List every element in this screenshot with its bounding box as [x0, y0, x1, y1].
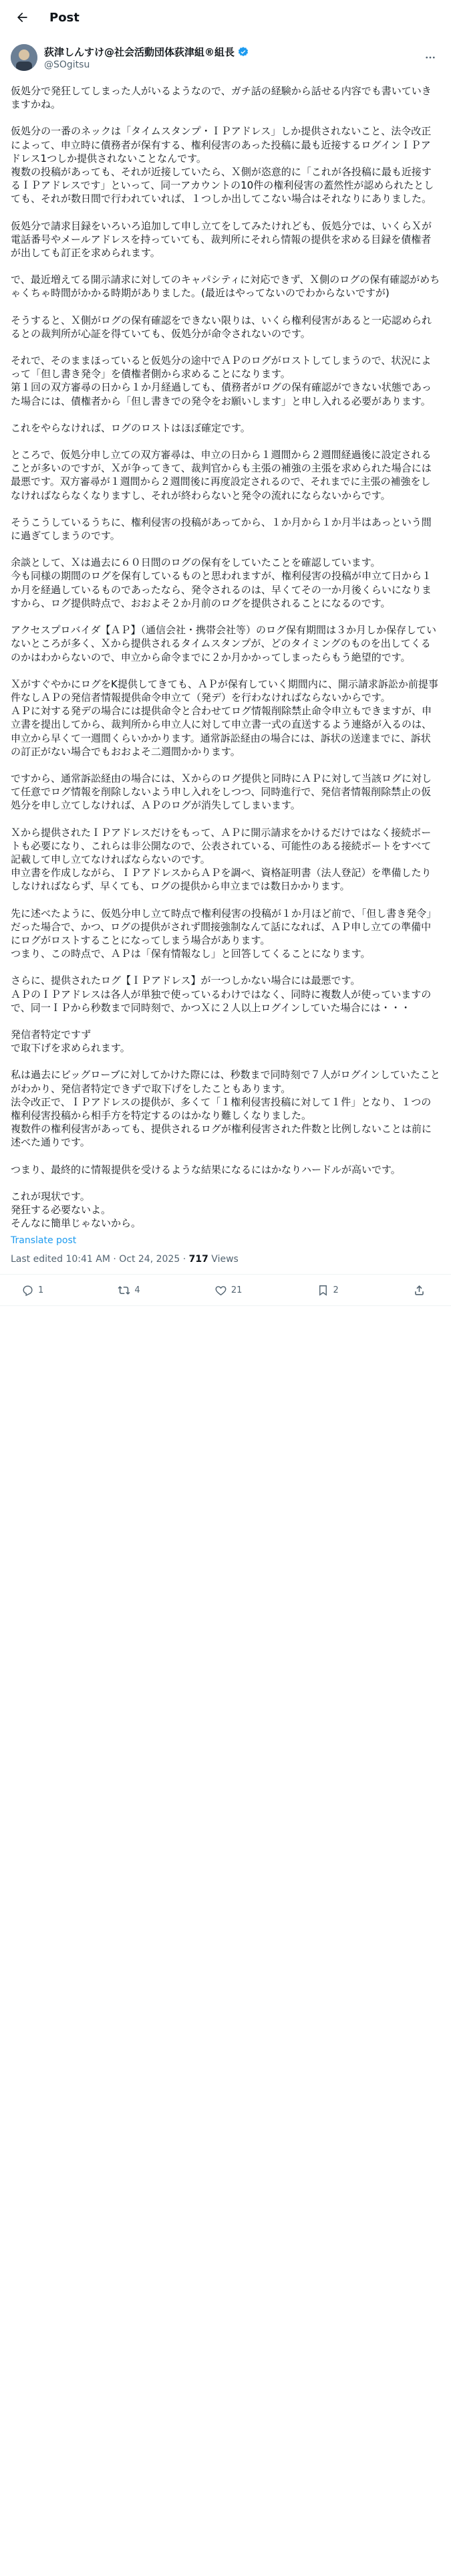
post-body	[0, 76, 451, 1230]
author-display-name[interactable]	[44, 45, 420, 59]
post-paragraph: Ｘから提供されたＩＰアドレスだけをもって、ＡＰに開示請求をかけるだけではなく接続ポートも必要になり、これらは非公開なので、公表されている、可能性のある接続ポートをすべて記載して申し立てなければならないのです。 申立書を作成しながら、ＩＰアドレスからＡＰを調べ、資格証明書（法人登記）を準備したりしなければならず、早くても、ログの提供から申立までは数日かかります。	[11, 826, 432, 893]
post-paragraph: 発信者特定ですず で取下げを求められます。	[11, 1028, 130, 1055]
post-paragraph: 仮処分で請求目録をいろいろ追加して申し立てをしてみたけれども、仮処分では、いくらＸが電話番号やメールアドレスを持っていても、裁判所にそれら情報の提供を求める目録を債権者が出しても訂正を求められます。	[11, 219, 432, 259]
bookmark-count: 2	[333, 1285, 339, 1295]
action-bar	[0, 1275, 451, 1306]
repost-count: 4	[134, 1285, 140, 1295]
author-row	[0, 35, 451, 76]
back-arrow-icon[interactable]	[11, 6, 33, 29]
post-paragraph: ＸがすぐやかにログをK提供してきても、ＡＰが保有していく期間内に、開示請求訴訟か前提事件なしＡＰの発信者情報提供命令申立て（発デ）を行わなければならないからです。 ＡＰに対する発デの場合には提供命令と合わせてログ情報削除禁止命令申立もできますが、申立書を提出してから、裁判所から申立人に対して申立書一式の直送するよう連絡が入るのは、申立から早くて一週間くらいかかります。通常訴訟経由の場合には、訴状の送達までに、訴状の訂正がない場合でもおおよそ二週間かかります。	[11, 677, 438, 758]
post-paragraph: そうすると、Ｘ側がログの保有確認をできない限りは、いくら権利侵害があると一応認められるとの裁判所が心証を得ていても、仮処分が命令されないのです。	[11, 314, 432, 340]
verified-badge-icon[interactable]	[237, 46, 249, 58]
post-paragraph: つまり、最終的に情報提供を受けるような結果になるにはかなりハードルが高いです。	[11, 1163, 401, 1176]
post-paragraph: それで、そのままほっていると仮処分の途中でＡＰのログがロストしてしまうので、状況によって「但し書き発令」を債権者側から求めることになります。 第１回の双方審尋の日から１か月経過しても、債務者がログの保有確認ができない状態であった場合には、債権者から「但し書きでの発令をお願いします」と申し入れる必要があります。	[11, 354, 432, 407]
post-paragraph: これをやらなければ、ログのロストはほぼ確定です。	[11, 421, 251, 434]
post-paragraph: 仮処分で発狂してしまった人がいるようなので、ガチ話の経験から話せる内容でも書いていきますかね。	[11, 85, 432, 111]
like-button[interactable]	[214, 1284, 243, 1297]
page-title: Post	[49, 10, 80, 25]
reply-count: 1	[38, 1285, 44, 1295]
post-paragraph: そうこうしているうちに、権利侵害の投稿があってから、１か月から１か月半はあっという間に過ぎてしまうのです。	[11, 516, 432, 542]
post-paragraph: ですから、通常訴訟経由の場合には、Ｘからのログ提供と同時にＡＰに対して当該ログに対して任意でログ情報を削除しないよう申し入れをしつつ、同時進行で、発信者情報削除禁止の仮処分を申し立てしなければ、ＡＰのログが消失してしまいます。	[11, 772, 432, 812]
repost-button[interactable]	[118, 1284, 140, 1297]
avatar[interactable]	[11, 44, 37, 71]
last-edited-timestamp[interactable]: Last edited 10:41 AM · Oct 24, 2025 ·	[11, 1254, 189, 1265]
more-options-icon[interactable]	[420, 47, 440, 68]
bookmark-icon	[317, 1284, 329, 1297]
author-handle[interactable]: @SOgitsu	[44, 60, 90, 70]
post-paragraph: 仮処分の一番のネックは「タイムスタンプ・ＩＰアドレス」しか提供されないこと、法令改正によって、申立時に債務者が保有する、権利侵害のあった投稿に最も近接するログインＩＰアドレス1つしか提供されないことなんです。 複数の投稿があっても、それが近接していたら、Ｘ側が恣意的に「これが各投稿に最も近接するＩＰアドレスです」といって、同一アカウントの10件の権利侵害の蓋然性が認められたとしても、それが数日間で行われていれば、１つしか出してこない場合はそれなりにありました。	[11, 125, 434, 205]
post-paragraph: ところで、仮処分申し立ての双方審尋は、申立の日から１週間から２週間経過後に設定されることが多いのですが、Ｘが争ってきて、裁判官からも主張の補強の主張を求められた場合には最悪です。双方審尋が１週間から２週間後に再度設定されるので、それまでに主張の補強をしなければならなくなりますし、それが終わらないと発令の流れにならないからです。	[11, 449, 432, 502]
author-display-name-text: 荻津しんすけ@社会活動団体荻津組®組長	[44, 46, 235, 58]
views-count: 717	[188, 1254, 208, 1265]
post-paragraph: 私は過去にビッグローブに対してかけた際には、秒数まで同時刻で７人がログインしていたことがわかり、発信者特定できずで取下げをしたこともあります。 法令改正で、ＩＰアドレスの提供が、多くて「１権利侵害投稿に対して１件」となり、１つの権利侵害投稿から相手方を特定するのはかなり難しくなりました。 複数件の権利侵害があっても、提供されるログが権利侵害された件数と比例しないことは前に述べた通りです。	[11, 1069, 440, 1149]
translate-post-link[interactable]: Translate post	[11, 1235, 77, 1247]
heart-icon	[214, 1284, 227, 1297]
share-icon	[413, 1284, 426, 1297]
post-paragraph: で、最近増えてる開示請求に対してのキャパシティに対応できず、Ｘ側のログの保有確認がめちゃくちゃ時間がかかる時期がありました。(最近はやってないのでわからないですが)	[11, 274, 440, 300]
reply-icon	[21, 1284, 34, 1297]
post-paragraph: 余談として、Ｘは過去に６０日間のログの保有をしていたことを確認しています。 今も同様の期間のログを保有しているものと思われますが、権利侵害の投稿が申立て日から１か月を経過しているものであったなら、発令されるのは、早くてその一か月後くらいになりますから、ログ提供時点で、おおよそ２か月前のログを提供されることになるのです。	[11, 556, 432, 609]
like-count: 21	[231, 1285, 243, 1295]
post-paragraph: これが現状です。 発狂する必要ないよ。 そんなに簡単じゃないから。	[11, 1190, 142, 1230]
repost-icon	[118, 1284, 130, 1297]
post-paragraph: さらに、提供されたログ【ＩＰアドレス】が一つしかない場合には最悪です。 ＡＰのＩＰアドレスは各人が単独で使っているわけではなく、同時に複数人が使っていますので、同一ＩＰから秒数まで同時刻で、かつＸに２人以上ログインしていた場合には・・・	[11, 974, 432, 1014]
post-meta	[0, 1249, 451, 1275]
post-paragraph: アクセスプロバイダ【ＡＰ】（通信会社・携帯会社等）のログ保有期間は３か月しか保存していないところが多く、Ｘから提供されるタイムスタンプが、どのタイミングのものを出してくるのかはわからないので、申立から命令までに２か月かかってしまったらもう絶望的です。	[11, 624, 437, 663]
reply-button[interactable]	[21, 1284, 43, 1297]
share-button[interactable]	[413, 1284, 430, 1297]
author-names	[44, 45, 420, 70]
bookmark-button[interactable]	[317, 1284, 339, 1297]
views-label: Views	[208, 1254, 239, 1265]
post-paragraph: 先に述べたように、仮処分申し立て時点で権利侵害の投稿が１か月ほど前で、「但し書き発令」だった場合で、かつ、ログの提供がされず間接強制なんて話になれば、ＡＰ申し立ての準備中にログがロストすることになってしまう場合があります。 つまり、この時点で、ＡＰは「保有情報なし」と回答してくることになります。	[11, 907, 437, 960]
top-bar	[0, 0, 451, 35]
